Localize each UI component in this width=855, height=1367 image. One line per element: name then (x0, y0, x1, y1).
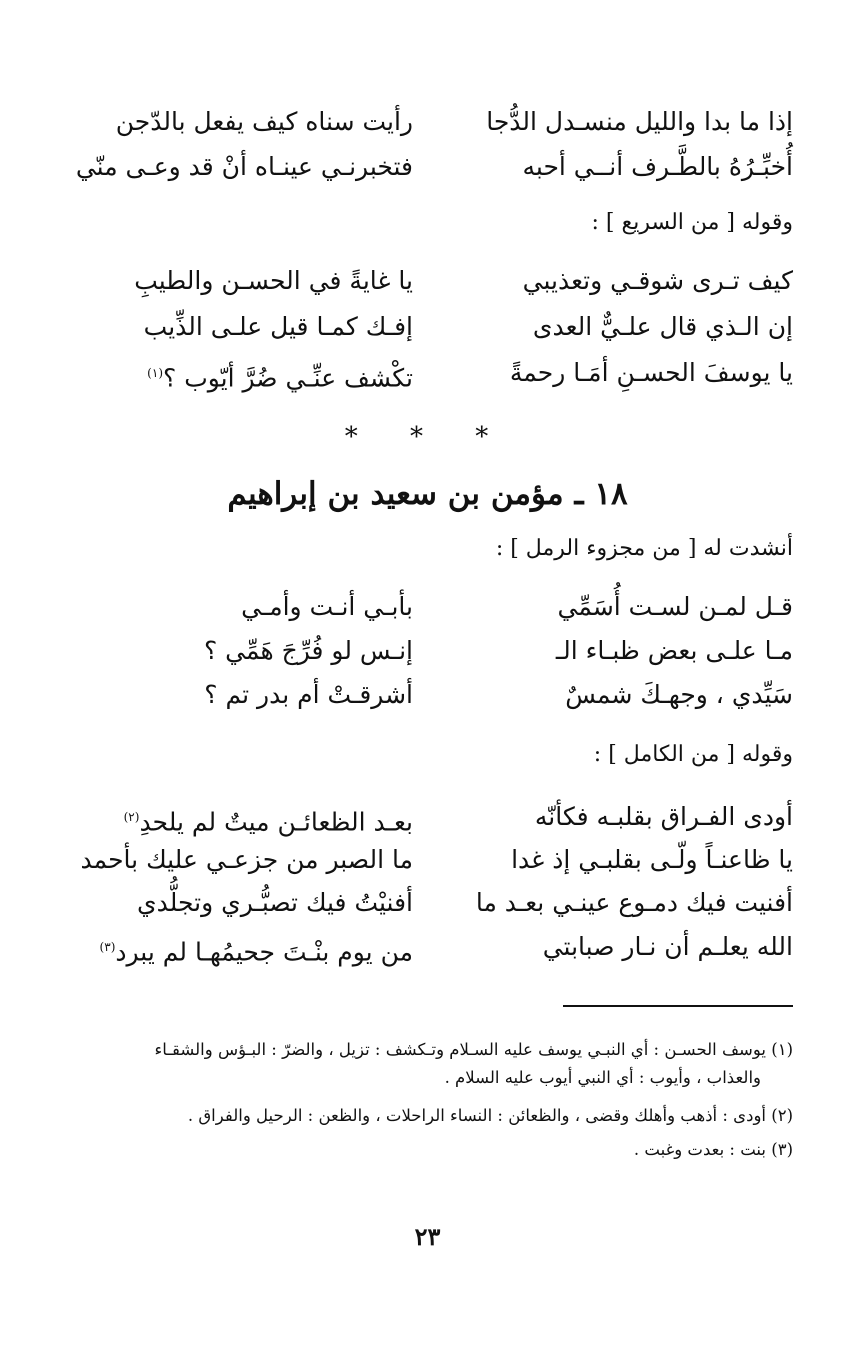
footnote-3-number: (٣) (771, 1140, 793, 1159)
footnote-3-text: بنت : بعدت وغبت . (633, 1140, 766, 1159)
poem-4-line-3-left: أفنيْتُ فيك تصبُّـري وتجلُّدي (137, 888, 413, 917)
poem-3-line-2-left: إنـس لو فُرِّجَ هَمِّي ؟ (203, 636, 413, 665)
poem-3-line-2-right: مـا علـى بعض ظبـاء الـ (555, 636, 793, 665)
poem-4-line-2-right: يا ظاعنـاً ولّـى بقلبـي إذ غدا (511, 845, 793, 874)
poem-1-line-2-right: أُخبِّـرُهُ بالطَّـرف أنــي أحبه (522, 152, 793, 181)
poem-2-line-2-left: إفـك كمـا قيل علـى الذِّيب (143, 312, 413, 341)
poem-1-line-2-left: فتخبرنـي عينـاه أنْ قد وعـى منّي (75, 152, 413, 181)
footnote-1-text: يوسف الحسـن : أي النبـي يوسف عليه السـلام وتـكشف : تزيل ، والضرّ : البـؤس والشقـاء (154, 1040, 766, 1059)
footnote-2 (58, 1102, 793, 1130)
poem-3-line-3-left: أشرقـتْ أم بدر تم ؟ (204, 680, 413, 709)
section-heading: ١٨ ـ مؤمن بن سعيد بن إبراهيم (227, 476, 628, 512)
poem-2-line-3-left-text: تكْشف عنِّـي ضُرَّ أيّوب ؟ (163, 363, 413, 393)
poem-2-intro: وقوله [ من السريع ] : (591, 210, 793, 235)
poem-4-line-1-left (73, 800, 413, 839)
poem-2-line-3-right: يا يوسفَ الحسـنِ أمَـا رحمةً (509, 358, 793, 387)
footnote-3 (58, 1136, 793, 1164)
page-number: ٢٣ (414, 1222, 441, 1251)
footnote-ref-1: (١) (147, 366, 163, 380)
poem-1-line-1-right: إذا ما بدا والليل منسـدل الدُّجا (486, 107, 793, 136)
poem-1-line-1-left: رأيت سناه كيف يفعل بالدّجن (115, 107, 413, 136)
footnote-2-text: أودى : أذهب وأهلك وقضى ، والظعائن : النساء الراحلات ، والظعن : الرحيل والفراق . (187, 1106, 766, 1125)
footnote-1 (58, 1036, 793, 1092)
footnote-divider (563, 1005, 793, 1007)
footnote-1-number: (١) (771, 1040, 793, 1059)
poem-4-line-3-right: أفنيت فيك دمـوع عينـي بعـد ما (475, 888, 793, 917)
poem-4-line-1-left-text: بعـد الظعائـن ميتٌ لم يلحدِ (139, 807, 413, 837)
footnote-2-number: (٢) (771, 1106, 793, 1125)
poem-2-line-2-right: إن الـذي قال علـيٌّ العدى (532, 312, 793, 341)
poem-3-intro: أنشدت له [ من مجزوء الرمل ] : (495, 536, 793, 561)
poem-3-line-1-right: قـل لمـن لسـت أُسَمِّي (557, 592, 793, 621)
poem-2-line-1-left: يا غايةً في الحسـن والطيبِ (134, 266, 413, 295)
section-separator: * * * (344, 422, 511, 452)
footnote-ref-2: (٢) (123, 810, 140, 824)
poem-4-line-4-left-text: من يوم بنْـتَ جحيمُهـا لم يبرد (115, 937, 413, 967)
poem-2-line-3-left (73, 356, 413, 395)
poem-4-intro: وقوله [ من الكامل ] : (593, 742, 793, 767)
poem-3-line-1-left: بأبـي أنـت وأمـي (241, 592, 413, 621)
poem-4-line-1-right: أودى الفـراق بقلبـه فكأنّه (534, 802, 793, 831)
footnote-1-continuation: والعذاب ، وأيوب : أي النبي أيوب عليه السلام . (444, 1068, 761, 1087)
poem-3-line-3-right: سَيِّدي ، وجهـكَ شمسٌ (565, 680, 793, 709)
poem-2-line-1-right: كيف تـرى شوقـي وتعذيبي (522, 266, 793, 295)
poem-4-line-4-right: الله يعلـم أن نـار صبابتي (542, 932, 793, 961)
poem-4-line-4-left (73, 930, 413, 969)
footnote-ref-3: (٣) (99, 940, 116, 954)
poem-4-line-2-left: ما الصبر من جزعـي عليك بأحمد (80, 845, 413, 874)
